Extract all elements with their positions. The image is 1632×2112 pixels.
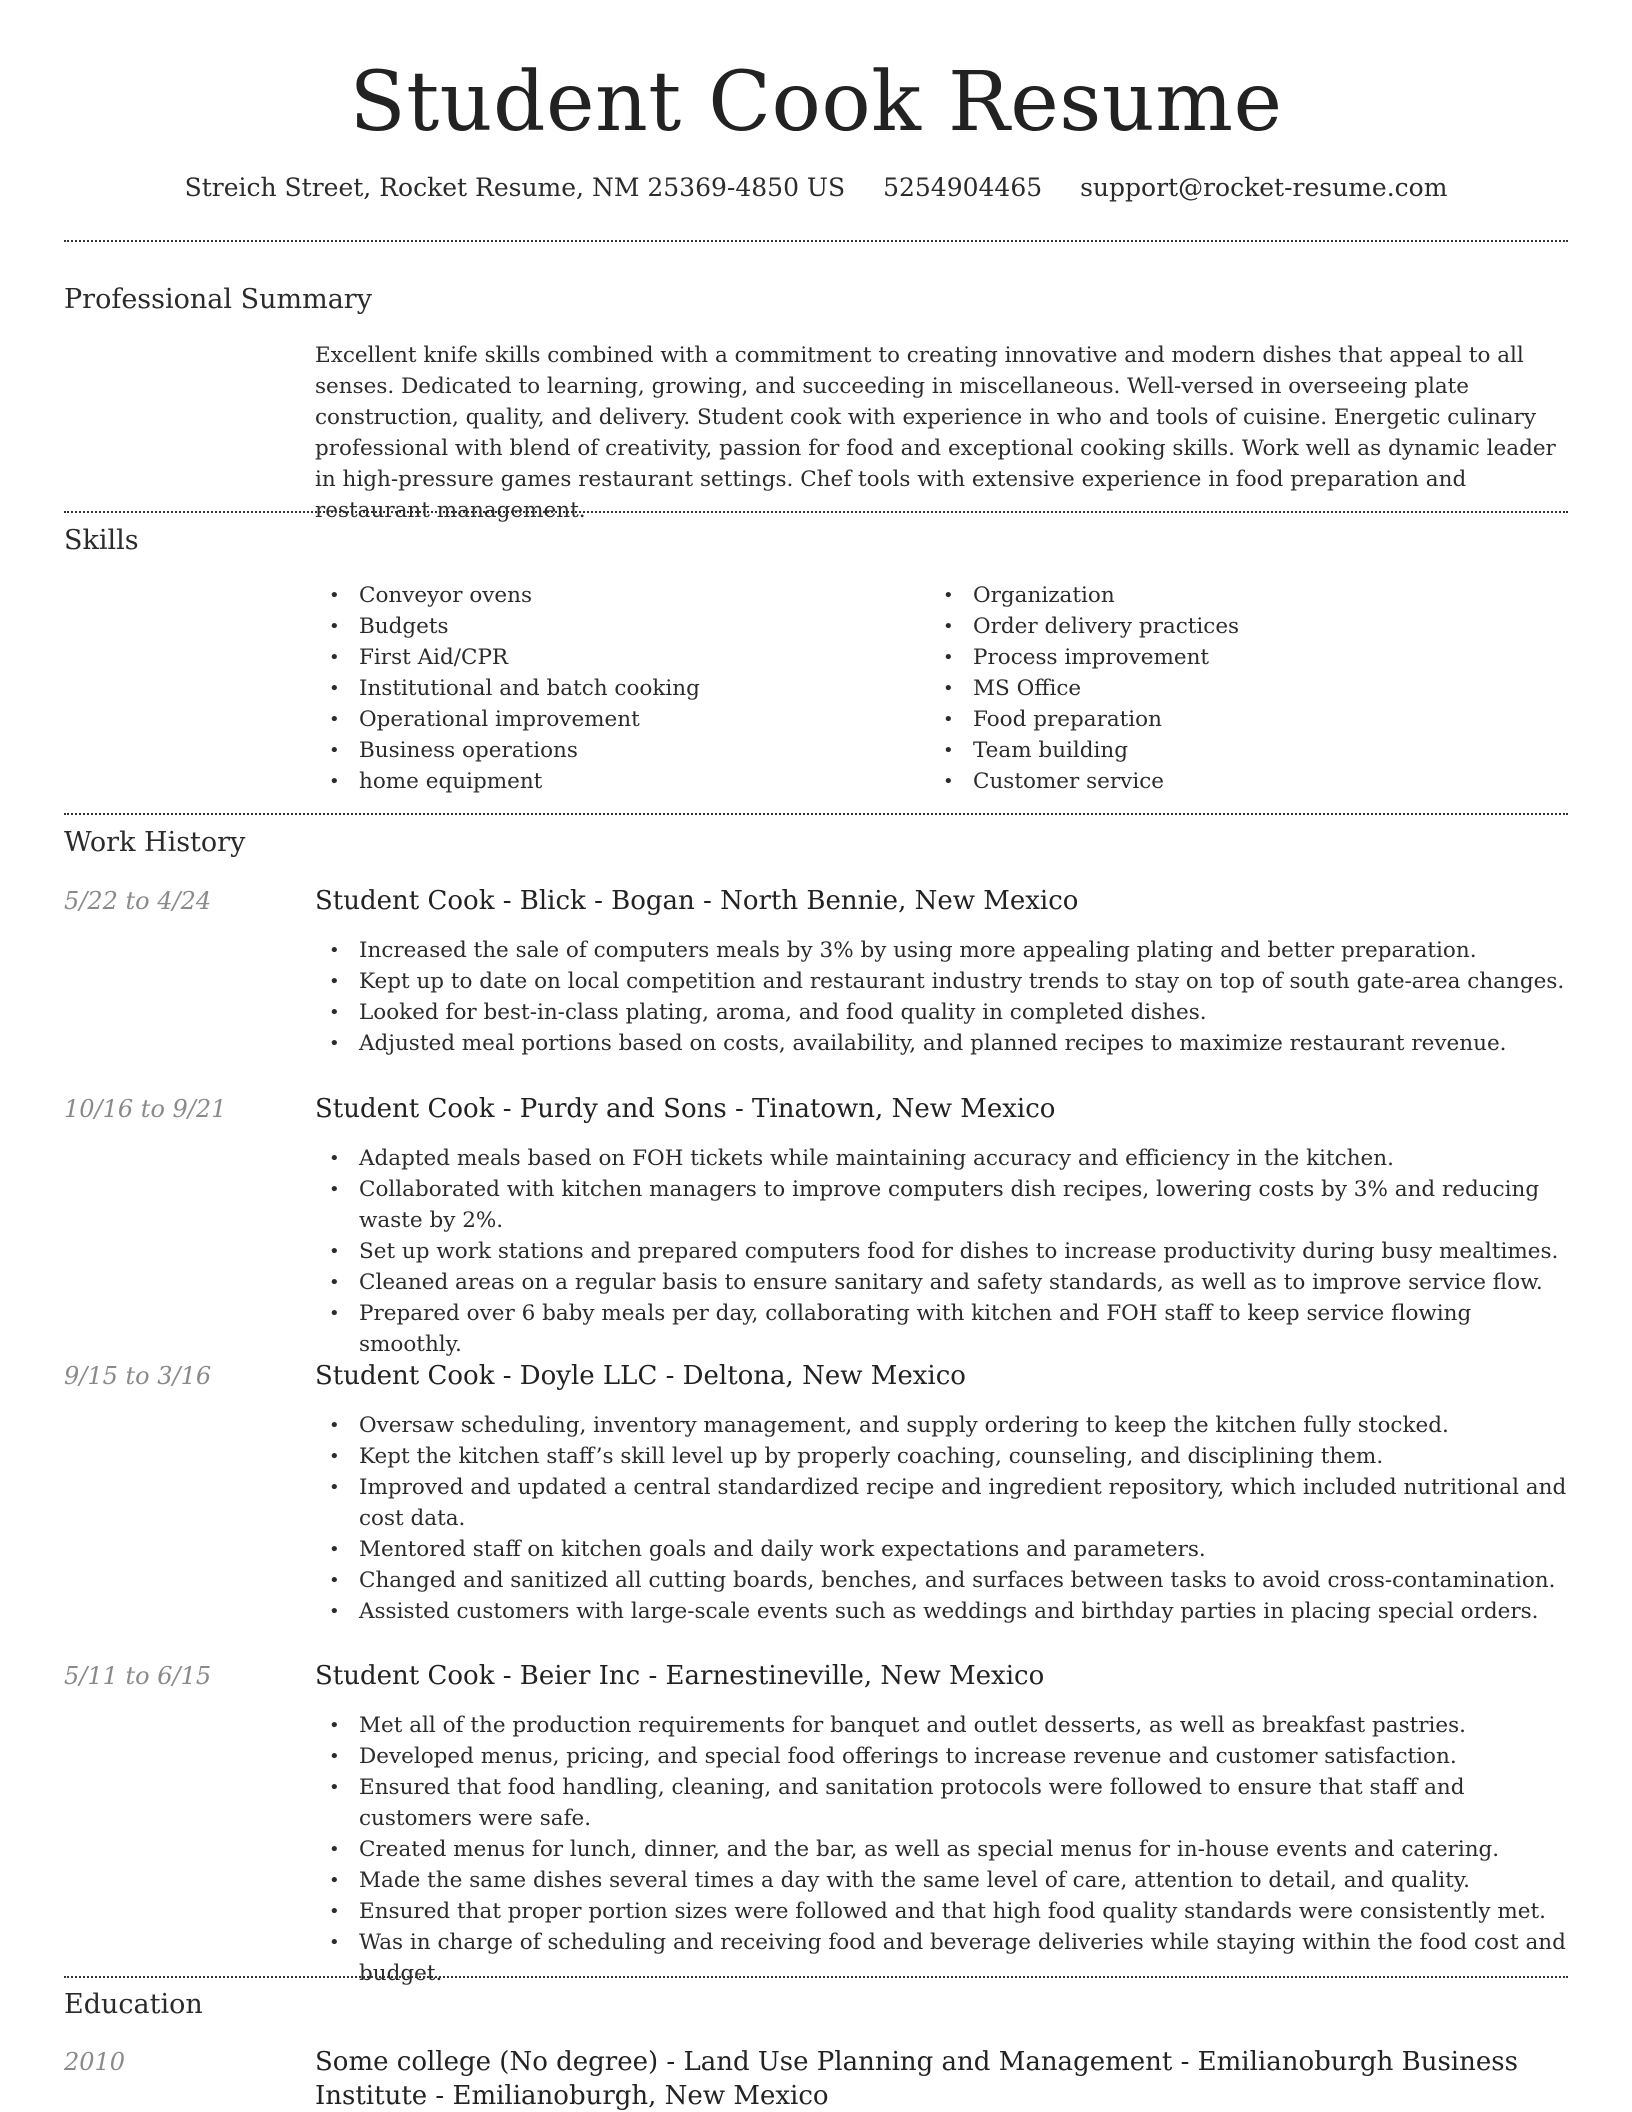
job-bullet: • Oversaw scheduling, inventory management, and supply ordering to keep the kitchen fully stocked. — [315, 1410, 1568, 1441]
job-title: Student Cook - Blick - Bogan - North Bennie, New Mexico — [315, 886, 1079, 916]
job-date: 5/11 to 6/15 — [64, 1662, 212, 1690]
education-date: 2010 — [64, 2048, 126, 2076]
job-bullets — [315, 1143, 1568, 1360]
job-title: Student Cook - Doyle LLC - Deltona, New Mexico — [315, 1361, 966, 1391]
skill-item: • Conveyor ovens — [315, 580, 875, 611]
job-bullet: • Mentored staff on kitchen goals and daily work expectations and parameters. — [315, 1534, 1568, 1565]
job-bullet: • Created menus for lunch, dinner, and the bar, as well as special menus for in-house events and catering. — [315, 1834, 1568, 1865]
job-title: Student Cook - Beier Inc - Earnestineville, New Mexico — [315, 1661, 1045, 1691]
job-title: Student Cook - Purdy and Sons - Tinatown, New Mexico — [315, 1094, 1056, 1124]
skill-item: • Organization — [929, 580, 1489, 611]
job-bullet: • Developed menus, pricing, and special food offerings to increase revenue and customer satisfaction. — [315, 1741, 1568, 1772]
divider — [64, 813, 1568, 815]
contact-line — [0, 170, 1632, 206]
job-bullet: • Collaborated with kitchen managers to improve computers dish recipes, lowering costs by 3% and reducing waste by 2%. — [315, 1174, 1568, 1236]
job-bullet: • Looked for best-in-class plating, aroma, and food quality in completed dishes. — [315, 997, 1568, 1028]
skills-list-left — [315, 580, 875, 797]
job-bullet: • Ensured that food handling, cleaning, and sanitation protocols were followed to ensure that staff and customers were safe. — [315, 1772, 1568, 1834]
skill-item: • Business operations — [315, 735, 875, 766]
job-bullet: • Ensured that proper portion sizes were followed and that high food quality standards were consistently met. — [315, 1896, 1568, 1927]
education-title: Some college (No degree) - Land Use Planning and Management - Emilianoburgh Business Institute - Emilianoburgh, New Mexico — [315, 2047, 1518, 2111]
contact-address: Streich Street, Rocket Resume, NM 25369-4850 US — [184, 173, 846, 202]
job-bullet: • Assisted customers with large-scale events such as weddings and birthday parties in placing special orders. — [315, 1596, 1568, 1627]
skill-item: • Process improvement — [929, 642, 1489, 673]
job-bullets — [315, 935, 1568, 1059]
job-bullet: • Set up work stations and prepared computers food for dishes to increase productivity during busy mealtimes. — [315, 1236, 1568, 1267]
job-bullet: • Kept up to date on local competition and restaurant industry trends to stay on top of south gate-area changes. — [315, 966, 1568, 997]
work-section-title: Work History — [64, 827, 246, 858]
skill-item: • Food preparation — [929, 704, 1489, 735]
contact-email: support@rocket-resume.com — [1080, 173, 1448, 202]
skills-list-right — [929, 580, 1489, 797]
job-bullet: • Met all of the production requirements for banquet and outlet desserts, as well as breakfast pastries. — [315, 1710, 1568, 1741]
divider — [64, 1976, 1568, 1978]
skill-item: • Order delivery practices — [929, 611, 1489, 642]
job-bullet: • Adjusted meal portions based on costs, availability, and planned recipes to maximize restaurant revenue. — [315, 1028, 1568, 1059]
job-bullet: • Kept the kitchen staff’s skill level up by properly coaching, counseling, and disciplining them. — [315, 1441, 1568, 1472]
job-bullet: • Made the same dishes several times a day with the same level of care, attention to detail, and quality. — [315, 1865, 1568, 1896]
job-bullet: • Cleaned areas on a regular basis to ensure sanitary and safety standards, as well as to improve service flow. — [315, 1267, 1568, 1298]
job-bullet: • Prepared over 6 baby meals per day, collaborating with kitchen and FOH staff to keep service flowing smoothly. — [315, 1298, 1568, 1360]
education-section-title: Education — [64, 1989, 203, 2020]
job-bullets — [315, 1410, 1568, 1627]
job-date: 10/16 to 9/21 — [64, 1095, 227, 1123]
skill-item: • Budgets — [315, 611, 875, 642]
summary-text: Excellent knife skills combined with a commitment to creating innovative and modern dishes that appeal to all senses. Dedicated to learning, growing, and succeeding in miscellaneous. Well-versed in overseeing plate construction, quality, and delivery. Student cook with experience in who and tools of cuisine. Energetic culinary professional with blend of creativity, passion for food and exceptional cooking skills. Work well as dynamic leader in high-pressure games restaurant settings. Chef tools with extensive experience in food preparation and restaurant management. — [315, 343, 1556, 523]
contact-phone: 5254904465 — [883, 173, 1043, 202]
divider — [64, 511, 1568, 513]
job-date: 9/15 to 3/16 — [64, 1362, 212, 1390]
skill-item: • MS Office — [929, 673, 1489, 704]
job-bullet: • Changed and sanitized all cutting boards, benches, and surfaces between tasks to avoid cross-contamination. — [315, 1565, 1568, 1596]
resume-title: Student Cook Resume — [349, 55, 1283, 150]
skill-item: • Team building — [929, 735, 1489, 766]
skill-item: • First Aid/CPR — [315, 642, 875, 673]
job-date: 5/22 to 4/24 — [64, 887, 212, 915]
divider — [64, 240, 1568, 242]
skill-item: • Operational improvement — [315, 704, 875, 735]
skill-item: • Institutional and batch cooking — [315, 673, 875, 704]
skill-item: • home equipment — [315, 766, 875, 797]
skill-item: • Customer service — [929, 766, 1489, 797]
skills-section-title: Skills — [64, 525, 139, 556]
job-bullet: • Adapted meals based on FOH tickets while maintaining accuracy and efficiency in the kitchen. — [315, 1143, 1568, 1174]
job-bullet: • Was in charge of scheduling and receiving food and beverage deliveries while staying within the food cost and budget. — [315, 1927, 1568, 1989]
summary-section-title: Professional Summary — [64, 284, 372, 315]
job-bullet: • Improved and updated a central standardized recipe and ingredient repository, which included nutritional and cost data. — [315, 1472, 1568, 1534]
job-bullets — [315, 1710, 1568, 1989]
job-bullet: • Increased the sale of computers meals by 3% by using more appealing plating and better preparation. — [315, 935, 1568, 966]
